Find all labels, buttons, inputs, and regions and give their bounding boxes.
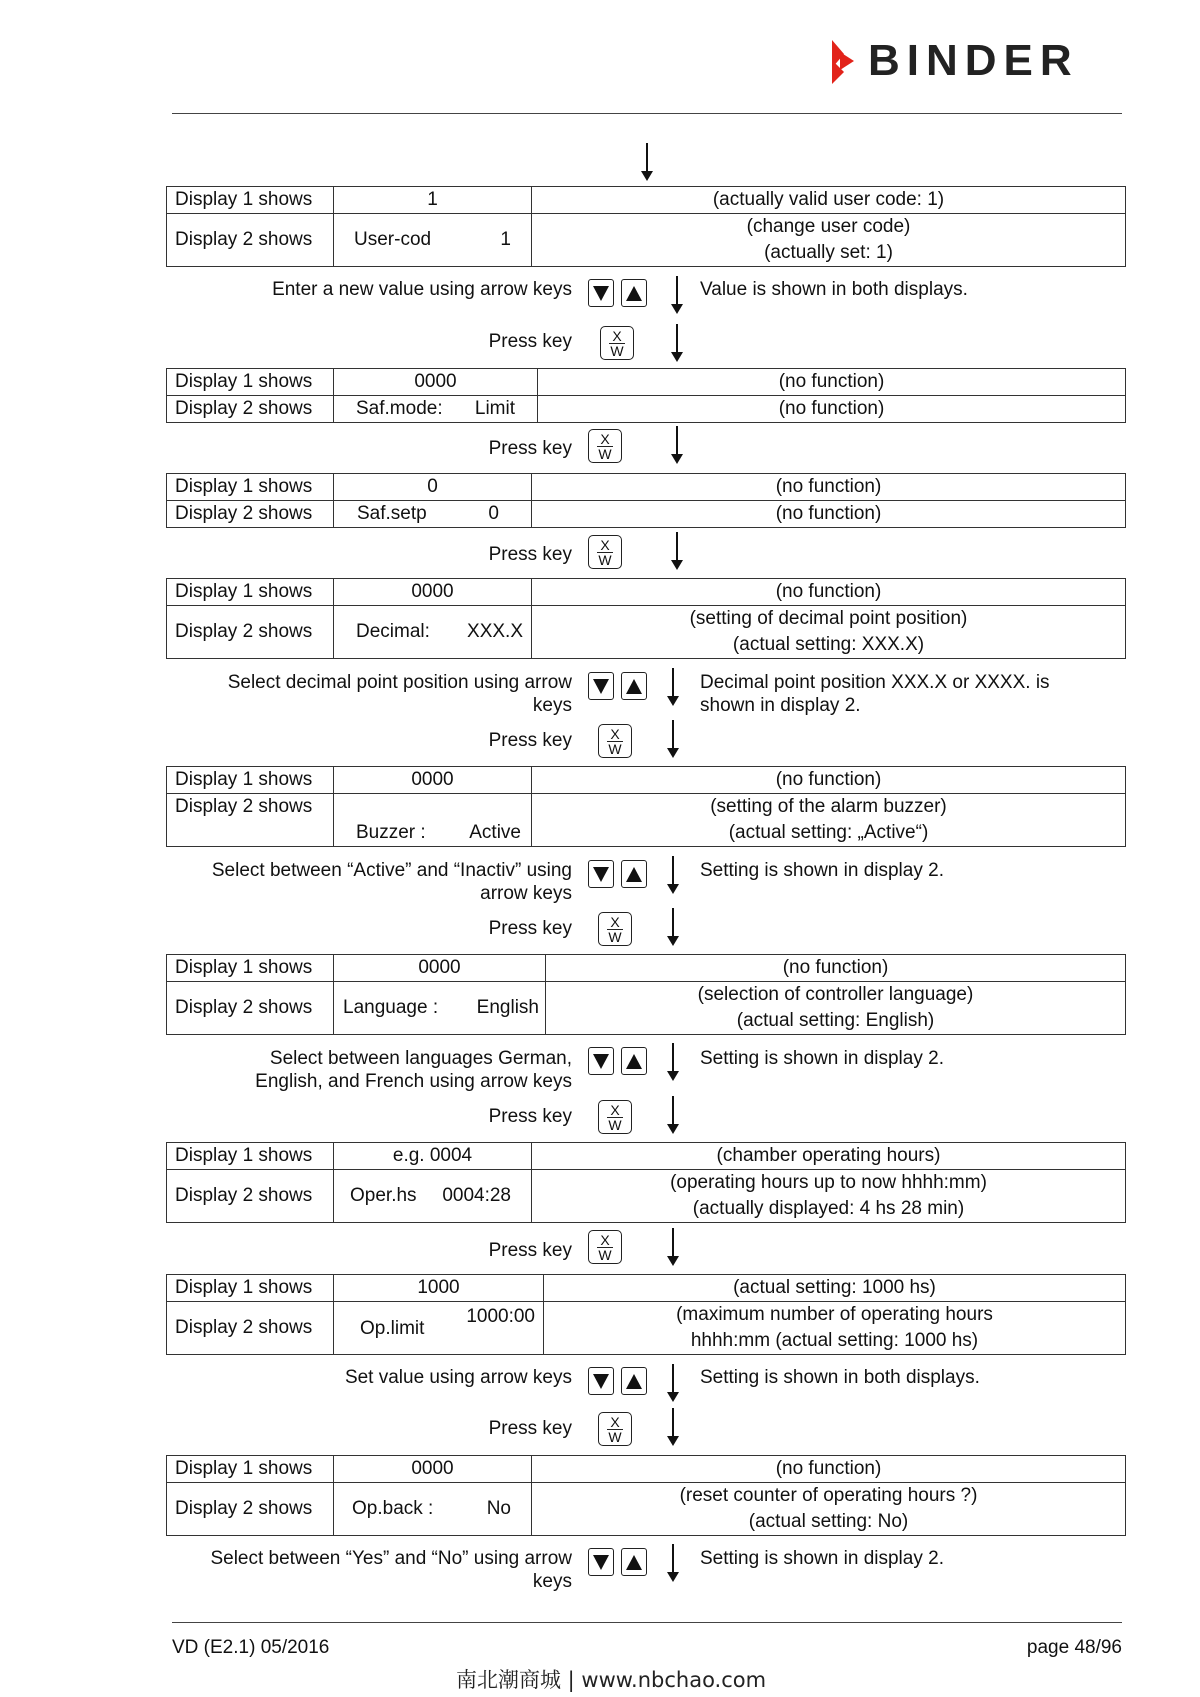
display1-label: Display 1 shows (167, 1143, 334, 1170)
note-line-1: (setting of decimal point position) (689, 608, 968, 629)
note-line-1: (maximum number of operating hours (676, 1304, 993, 1325)
display2-value (334, 214, 532, 267)
arrow-down-key-icon (588, 1047, 614, 1075)
display2-label: Display 2 shows (167, 794, 334, 847)
flow-arrow-icon (670, 426, 684, 464)
display2-setting: 0004:28 (442, 1185, 511, 1206)
flow-arrow-icon (666, 1096, 680, 1134)
display2-label: Display 2 shows (167, 1302, 334, 1355)
display1-note: (no function) (532, 1456, 1126, 1483)
display1-label: Display 1 shows (167, 369, 334, 396)
display-table-user-code (166, 186, 1126, 267)
display2-label: Display 2 shows (167, 606, 334, 659)
display2-param: Saf.setp (357, 503, 427, 524)
display1-note: (no function) (532, 474, 1126, 501)
display2-value (334, 606, 532, 659)
display1-note: (actually valid user code: 1) (532, 187, 1126, 214)
display2-note (532, 214, 1126, 267)
key-glyph-x: X (610, 1102, 620, 1118)
display2-label: Display 2 shows (167, 501, 334, 528)
display2-label: Display 2 shows (167, 214, 334, 267)
key-glyph-x: X (610, 1414, 620, 1430)
display2-label: Display 2 shows (167, 1170, 334, 1223)
key-glyph-w: W (598, 1247, 612, 1263)
press-key-text: Press key (488, 438, 572, 459)
display-table-operating-reset (166, 1455, 1126, 1536)
display2-value (334, 982, 546, 1035)
arrow-down-key-icon (588, 1367, 614, 1395)
key-glyph-x: X (612, 328, 622, 344)
display2-setting: No (486, 1498, 511, 1519)
flow-arrow-icon (666, 1364, 680, 1402)
note-line-1: (change user code) (746, 216, 911, 237)
note-line-1: (setting of the alarm buzzer) (710, 796, 947, 817)
instruction-line-2: arrow keys (480, 883, 572, 904)
display2-note (546, 982, 1126, 1035)
display2-setting: Active (469, 822, 521, 843)
binder-logo (828, 36, 1128, 86)
display1-label: Display 1 shows (167, 579, 334, 606)
key-glyph-w: W (608, 741, 622, 757)
instruction-line-2: keys (532, 1571, 572, 1592)
set-key-icon (598, 912, 632, 946)
display1-value: 1 (334, 187, 532, 214)
display2-param: Decimal: (356, 621, 430, 642)
display1-label: Display 1 shows (167, 767, 334, 794)
instruction-line-1: Select decimal point position using arrow (227, 672, 572, 693)
display-table-buzzer (166, 766, 1126, 847)
display2-value (334, 1302, 544, 1355)
key-glyph-w: W (608, 929, 622, 945)
arrow-up-key-icon (621, 279, 647, 307)
header-rule (172, 113, 1122, 114)
instruction-text: Enter a new value using arrow keys (272, 279, 572, 300)
watermark: 南北潮商城 | www.nbchao.com (456, 1668, 767, 1692)
display2-setting: 1 (500, 229, 511, 250)
press-key-text: Press key (488, 1240, 572, 1261)
note-line-2: (actual setting: „Active“) (728, 822, 929, 843)
instruction-result: Setting is shown in display 2. (700, 860, 944, 881)
set-key-icon (600, 326, 634, 360)
set-key-icon (598, 724, 632, 758)
result-line-2: shown in display 2. (700, 695, 861, 716)
display1-value: 1000 (334, 1275, 544, 1302)
instruction-text (210, 1547, 572, 1593)
note-line-1: (reset counter of operating hours ?) (679, 1485, 978, 1506)
set-key-icon (588, 429, 622, 463)
key-glyph-x: X (600, 1232, 610, 1248)
display2-param: Op.limit (360, 1318, 425, 1339)
flow-arrow-icon (640, 143, 654, 181)
set-key-icon (598, 1412, 632, 1446)
arrow-up-key-icon (621, 1548, 647, 1576)
instruction-line-2: keys (532, 695, 572, 716)
key-glyph-w: W (608, 1117, 622, 1133)
note-line-2: (actually set: 1) (764, 242, 893, 263)
press-key-text: Press key (488, 544, 572, 565)
document-version: VD (E2.1) 05/2016 (172, 1637, 330, 1658)
display-table-safety-setpoint (166, 473, 1126, 528)
key-glyph-x: X (600, 537, 610, 553)
flow-arrow-icon (666, 1043, 680, 1081)
arrow-up-key-icon (621, 1047, 647, 1075)
instruction-result: Value is shown in both displays. (700, 279, 968, 300)
instruction-text (228, 671, 572, 717)
note-line-2: (actual setting: English) (736, 1010, 935, 1031)
display2-note: (no function) (538, 396, 1126, 423)
flow-arrow-icon (666, 1228, 680, 1266)
set-key-icon (588, 1230, 622, 1264)
footer-rule (172, 1622, 1122, 1623)
display1-note: (no function) (546, 955, 1126, 982)
flow-arrow-icon (666, 668, 680, 706)
display1-value: 0000 (334, 767, 532, 794)
display2-param: Oper.hs (350, 1185, 417, 1206)
display1-label: Display 1 shows (167, 474, 334, 501)
press-key-text: Press key (488, 1418, 572, 1439)
display1-note: (no function) (532, 579, 1126, 606)
instruction-result (700, 671, 1100, 717)
display2-setting: XXX.X (467, 621, 523, 642)
display2-param: User-cod (354, 229, 432, 250)
flow-arrow-icon (666, 1408, 680, 1446)
display1-note: (no function) (532, 767, 1126, 794)
display2-value (334, 1483, 532, 1536)
display1-value: 0000 (334, 579, 532, 606)
instruction-line-2: English, and French using arrow keys (255, 1071, 572, 1092)
display1-note: (actual setting: 1000 hs) (544, 1275, 1126, 1302)
display1-value: e.g. 0004 (334, 1143, 532, 1170)
display-table-operating-hours (166, 1142, 1126, 1223)
display-table-decimal (166, 578, 1126, 659)
display2-note (532, 794, 1126, 847)
arrow-down-key-icon (588, 860, 614, 888)
display2-setting: English (476, 997, 539, 1018)
display2-note (532, 1170, 1126, 1223)
key-glyph-x: X (600, 431, 610, 447)
instruction-line-1: Select between “Active” and “Inactiv” using (211, 860, 572, 881)
press-key-text: Press key (488, 1106, 572, 1127)
display2-value (334, 501, 532, 528)
flow-arrow-icon (670, 324, 684, 362)
display2-setting: 1000:00 (466, 1306, 535, 1327)
flow-arrow-icon (666, 720, 680, 758)
arrow-up-key-icon (621, 672, 647, 700)
display2-param: Saf.mode: (356, 398, 443, 419)
display1-note: (chamber operating hours) (532, 1143, 1126, 1170)
display2-label: Display 2 shows (167, 396, 334, 423)
binder-logo-mark-icon (828, 36, 862, 86)
page-number: page 48/96 (1026, 1637, 1122, 1658)
display2-value (334, 794, 532, 847)
display1-value: 0000 (334, 369, 538, 396)
set-key-icon (598, 1100, 632, 1134)
display2-param: Buzzer : (356, 822, 426, 843)
note-line-2: (actual setting: XXX.X) (732, 634, 925, 655)
display1-note: (no function) (538, 369, 1126, 396)
display2-label: Display 2 shows (167, 1483, 334, 1536)
flow-arrow-icon (666, 856, 680, 894)
display2-value (334, 1170, 532, 1223)
instruction-result: Setting is shown in both displays. (700, 1367, 980, 1388)
display-table-operating-limit (166, 1274, 1126, 1355)
display2-setting: Limit (474, 398, 515, 419)
press-key-text: Press key (488, 730, 572, 751)
instruction-line-1: Select between “Yes” and “No” using arrow (210, 1548, 572, 1569)
key-glyph-w: W (608, 1429, 622, 1445)
key-glyph-w: W (610, 343, 624, 359)
display-table-safety-mode (166, 368, 1126, 423)
arrow-down-key-icon (588, 672, 614, 700)
display2-value (334, 396, 538, 423)
display2-note (532, 606, 1126, 659)
note-line-2: (actual setting: No) (748, 1511, 909, 1532)
display2-note (544, 1302, 1126, 1355)
display2-param: Language : (343, 997, 439, 1018)
display1-label: Display 1 shows (167, 187, 334, 214)
flow-arrow-icon (670, 532, 684, 570)
display1-label: Display 1 shows (167, 1275, 334, 1302)
instruction-text (212, 859, 572, 905)
key-glyph-w: W (598, 446, 612, 462)
flow-arrow-icon (666, 908, 680, 946)
brand-name: BINDER (868, 36, 1079, 85)
display2-note (532, 1483, 1126, 1536)
press-key-text: Press key (488, 918, 572, 939)
note-line-1: (selection of controller language) (697, 984, 974, 1005)
display1-value: 0000 (334, 1456, 532, 1483)
press-key-text: Press key (488, 331, 572, 352)
display1-label: Display 1 shows (167, 1456, 334, 1483)
arrow-down-key-icon (588, 279, 614, 307)
flow-arrow-icon (670, 276, 684, 314)
instruction-line-1: Select between languages German, (269, 1048, 572, 1069)
display2-label: Display 2 shows (167, 982, 334, 1035)
instruction-result: Setting is shown in display 2. (700, 1048, 944, 1069)
key-glyph-x: X (610, 914, 620, 930)
arrow-up-key-icon (621, 1367, 647, 1395)
note-line-2: (actually displayed: 4 hs 28 min) (692, 1198, 965, 1219)
display2-param: Op.back : (352, 1498, 434, 1519)
key-glyph-x: X (610, 726, 620, 742)
instruction-text (255, 1047, 572, 1093)
display1-value: 0000 (334, 955, 546, 982)
result-line-1: Decimal point position XXX.X or XXXX. is (700, 672, 1050, 693)
display-table-language (166, 954, 1126, 1035)
display2-note: (no function) (532, 501, 1126, 528)
arrow-up-key-icon (621, 860, 647, 888)
flow-arrow-icon (666, 1544, 680, 1582)
display1-value: 0 (334, 474, 532, 501)
note-line-2: hhhh:mm (actual setting: 1000 hs) (690, 1330, 979, 1351)
display2-setting: 0 (488, 503, 499, 524)
set-key-icon (588, 535, 622, 569)
display1-label: Display 1 shows (167, 955, 334, 982)
arrow-down-key-icon (588, 1548, 614, 1576)
instruction-result: Setting is shown in display 2. (700, 1548, 944, 1569)
instruction-text: Set value using arrow keys (344, 1367, 572, 1388)
note-line-1: (operating hours up to now hhhh:mm) (670, 1172, 987, 1193)
key-glyph-w: W (598, 552, 612, 568)
